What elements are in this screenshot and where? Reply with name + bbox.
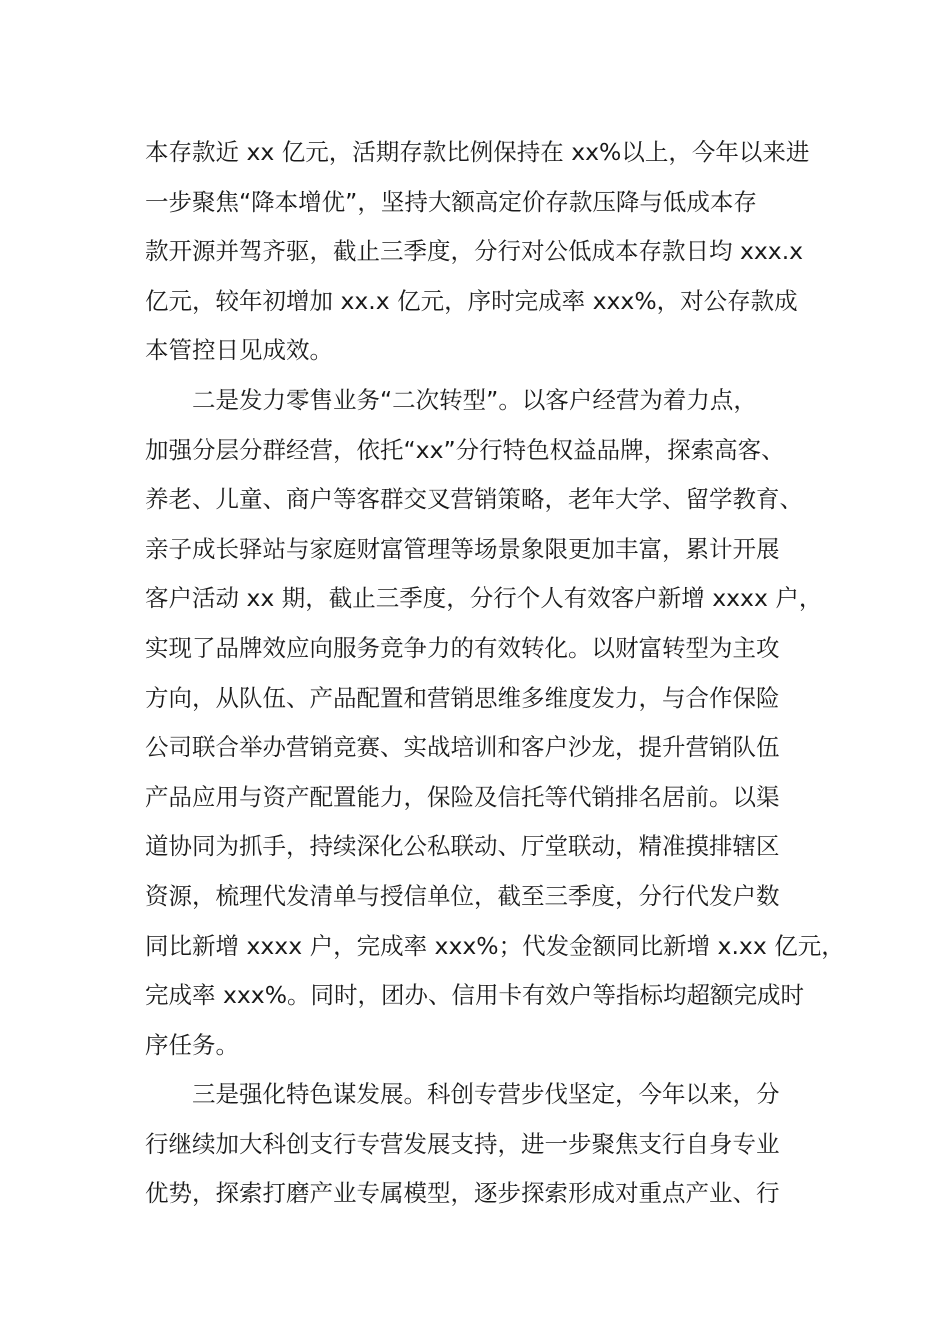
text-line: 加强分层分群经营，依托“xx”分行特色权益品牌，探索高客、 xyxy=(145,435,785,464)
text-line: 行继续加大科创支行专营发展支持，进一步聚焦支行自身专业 xyxy=(145,1129,780,1158)
paragraph-start-line: 三是强化特色谋发展。科创专营步伐坚定，今年以来，分 xyxy=(192,1080,780,1109)
text-line: 养老、儿童、商户等客群交叉营销策略，老年大学、留学教育、 xyxy=(145,485,803,514)
text-line: 款开源并驾齐驱，截止三季度，分行对公低成本存款日均 xxx.x xyxy=(145,237,804,266)
paragraph-start-line: 二是发力零售业务“二次转型”。以客户经营为着力点， xyxy=(192,385,757,414)
text-line: 亿元，较年初增加 xx.x 亿元，序时完成率 xxx%，对公存款成 xyxy=(145,286,798,315)
text-line: 完成率 xxx%。同时，团办、信用卡有效户等指标均超额完成时 xyxy=(145,981,805,1010)
text-line: 序任务。 xyxy=(145,1030,239,1059)
text-line: 公司联合举办营销竞赛、实战培训和客户沙龙，提升营销队伍 xyxy=(145,733,780,762)
text-line: 客户活动 xx 期，截止三季度，分行个人有效客户新增 xxxx 户， xyxy=(145,584,823,613)
text-line: 亲子成长驿站与家庭财富管理等场景象限更加丰富，累计开展 xyxy=(145,534,780,563)
text-line: 方向，从队伍、产品配置和营销思维多维度发力，与合作保险 xyxy=(145,683,780,712)
text-line: 资源，梳理代发清单与授信单位，截至三季度，分行代发户数 xyxy=(145,881,780,910)
text-line: 一步聚焦“降本增优”，坚持大额高定价存款压降与低成本存 xyxy=(145,187,757,216)
text-line: 产品应用与资产配置能力，保险及信托等代销排名居前。以渠 xyxy=(145,782,780,811)
text-line: 实现了品牌效应向服务竞争力的有效转化。以财富转型为主攻 xyxy=(145,633,780,662)
text-line: 优势，探索打磨产业专属模型，逐步探索形成对重点产业、行 xyxy=(145,1179,780,1208)
text-line: 本存款近 xx 亿元，活期存款比例保持在 xx%以上，今年以来进 xyxy=(145,138,810,166)
text-line: 道协同为抓手，持续深化公私联动、厅堂联动，精准摸排辖区 xyxy=(145,832,780,861)
text-line: 本管控日见成效。 xyxy=(145,336,333,365)
text-line: 同比新增 xxxx 户，完成率 xxx%；代发金额同比新增 x.xx 亿元， xyxy=(145,931,845,960)
body-text xyxy=(145,128,845,1219)
